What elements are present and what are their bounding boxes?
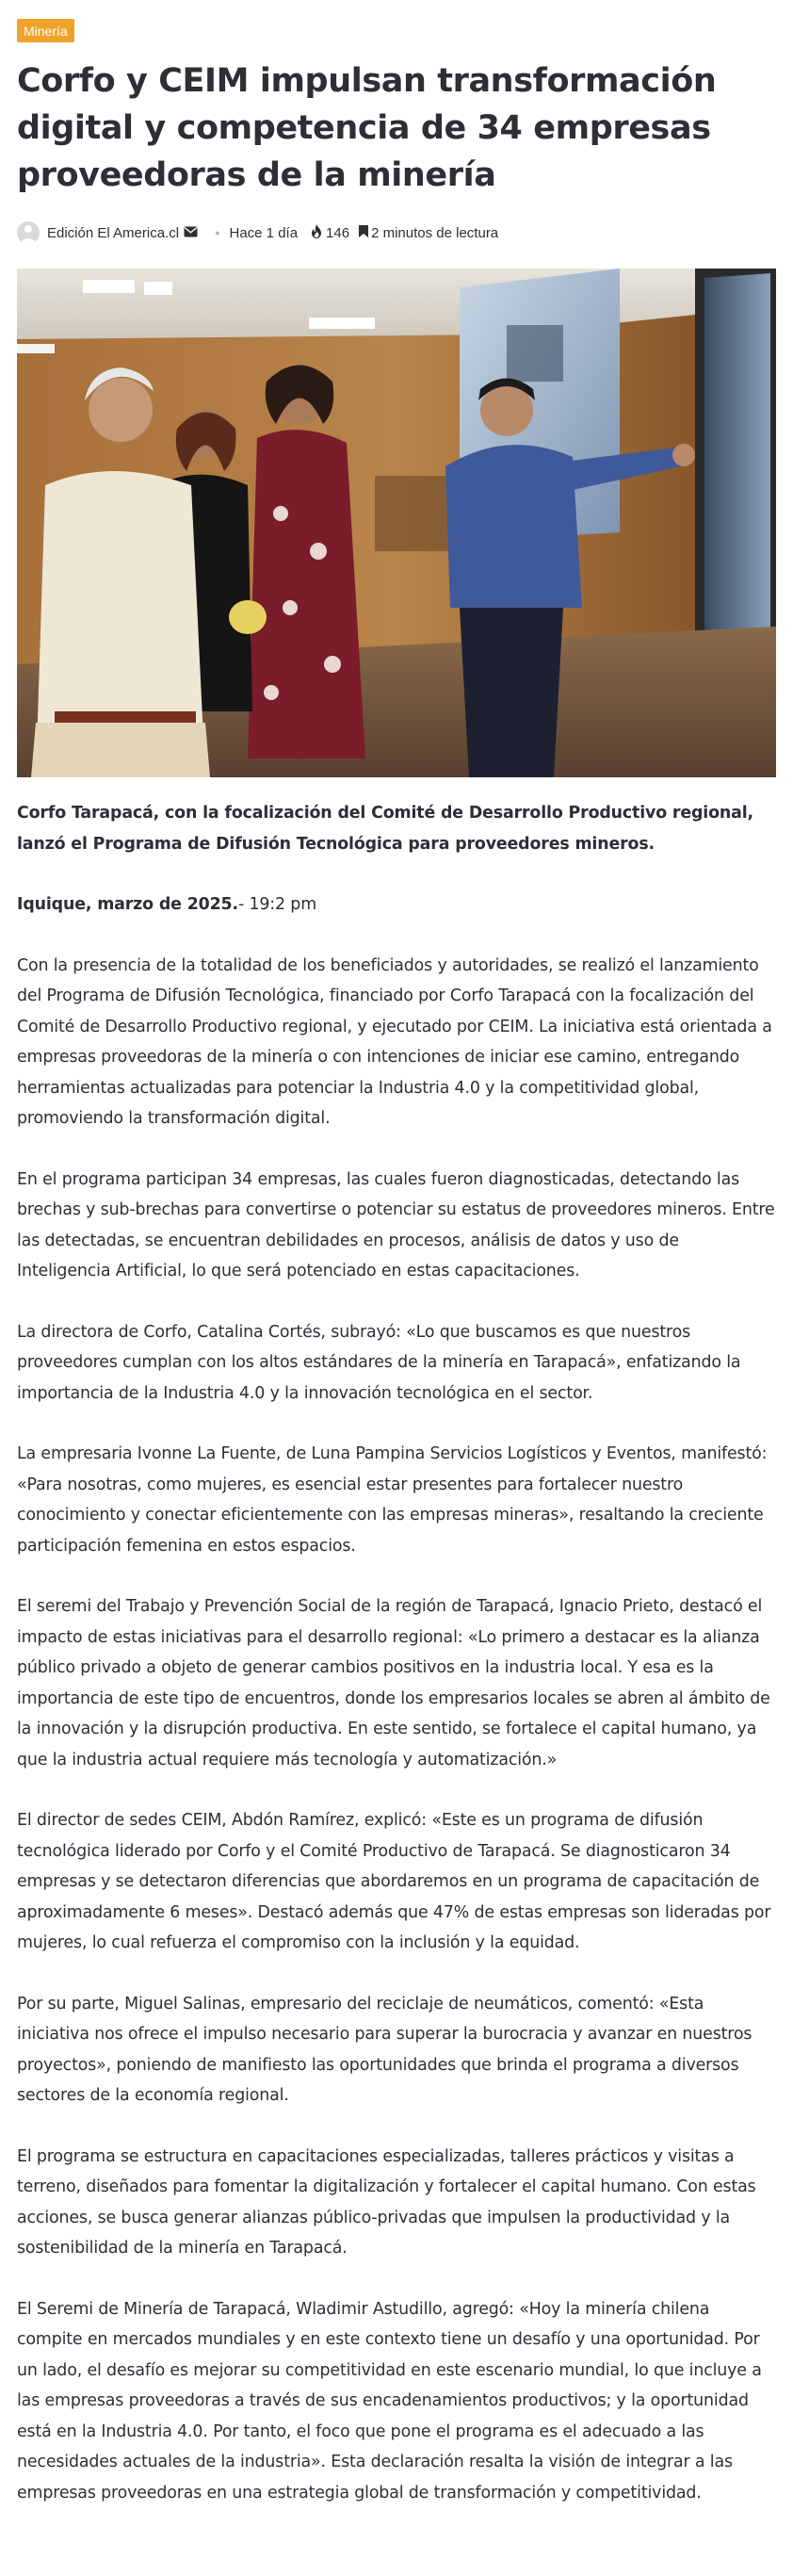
time-ago: Hace 1 día <box>229 224 299 241</box>
article-paragraph: Con la presencia de la totalidad de los beneficiados y autoridades, se realizó el lanzamiento del Programa de Difusión Tecnológica, financiado por Corfo Tarapacá con la focalización del Comité de Desarrollo Productivo regional, y ejecutado por CEIM. La iniciativa está orientada a empresas proveedoras de la minería o con intenciones de iniciar ese camino, entregando herramientas actualizadas para potenciar la Industria 4.0 y la competitividad global, promoviendo la transformación digital. <box>17 955 772 1128</box>
article-paragraph: El seremi del Trabajo y Prevención Social de la región de Tarapacá, Ignacio Prieto, destacó el impacto de estas iniciativas para el desarrollo regional: «Lo primero a destacar es la alianza público privado a objeto de generar cambios positivos en la industria local. Y esa es la importancia de este tipo de encuentros, donde los empresarios locales se abren al ámbito de la innovación y la disrupción productiva. En este sentido, se fortalece el capital humano, ya que la industria actual requiere más tecnología y automatización.» <box>17 1597 770 1769</box>
article-paragraph: El Seremi de Minería de Tarapacá, Wladimir Astudillo, agregó: «Hoy la minería chilena compite en mercados mundiales y en este contexto tiene un desafío y una oportunidad. Por un lado, el desafío es mejorar su competitividad en este escenario mundial, lo que incluye a las empresas proveedoras a través de sus encadenamientos productivos; y la oportunidad está en la Industria 4.0. Por tanto, el foco que pone el programa es el adecuado a las necesidades actuales de la industria». Esta declaración resalta la visión de integrar a las empresas proveedoras en una estrategia global de transformación y competitividad. <box>17 2299 762 2503</box>
article-paragraph: La empresaria Ivonne La Fuente, de Luna Pampina Servicios Logísticos y Eventos, manifestó: «Para nosotras, como mujeres, es esencial estar presentes para fortalecer nuestro conocimiento y conectar eficientemente con las empresas mineras», resaltando la creciente participación femenina en estos espacios. <box>17 1444 768 1556</box>
article-paragraph: El programa se estructura en capacitaciones especializadas, talleres prácticos y visitas a terreno, diseñados para fomentar la digitalización y fortalecer el capital humano. Con estas acciones, se busca generar alianzas público-privadas que impulsen la productividad y la sostenibilidad de la minería en Tarapacá. <box>17 2146 756 2258</box>
bookmark-icon <box>359 225 368 241</box>
article-paragraph: La directora de Corfo, Catalina Cortés, subrayó: «Lo que buscamos es que nuestros proveedores cumplan con los altos estándares de la minería en Tarapacá», enfatizando la importancia de la Industria 4.0 y la innovación tecnológica en el sector. <box>17 1322 741 1403</box>
dateline-place: Iquique, marzo de 2025. <box>17 895 238 914</box>
article-body <box>17 798 776 2508</box>
article-lead: Corfo Tarapacá, con la focalización del Comité de Desarrollo Productivo regional, lanzó el Programa de Difusión Tecnológica para proveedores mineros. <box>17 804 753 854</box>
article-meta <box>17 221 776 244</box>
article-paragraph: Por su parte, Miguel Salinas, empresario del reciclaje de neumáticos, comentó: «Esta iniciativa nos ofrece el impulso necesario para superar la burocracia y avanzar en nuestros proyectos», poniendo de manifiesto las oportunidades que brinda el programa a diversos sectores de la economía regional. <box>17 1994 753 2105</box>
read-time: 2 minutos de lectura <box>371 224 499 241</box>
flame-icon <box>311 224 322 242</box>
hero-photo <box>17 269 776 777</box>
category-badge[interactable]: Minería <box>17 19 74 42</box>
envelope-icon[interactable] <box>184 225 198 241</box>
article-title: Corfo y CEIM impulsan transformación digital y competencia de 34 empresas proveedoras de la minería <box>17 62 717 194</box>
view-count: 146 <box>326 224 350 241</box>
article-paragraph: En el programa participan 34 empresas, las cuales fueron diagnosticadas, detectando las brechas y sub-brechas para convertirse o potenciar su estatus de proveedores mineros. Entre las detectadas, se encuentran debilidades en procesos, análisis de datos y uso de Inteligencia Artificial, lo que será potenciado en estas capacitaciones. <box>17 1169 775 1280</box>
article-dateline <box>17 889 776 921</box>
article-paragraph: El director de sedes CEIM, Abdón Ramírez, explicó: «Este es un programa de difusión tecnológica liderado por Corfo y el Comité Productivo de Tarapacá. Se diagnosticaron 34 empresas y se detectaron diferencias que abordaremos en un programa de capacitación de aproximadamente 6 meses». Destacó además que 47% de estas empresas son lideradas por mujeres, lo cual refuerza el compromiso con la inclusión y la equidad. <box>17 1811 771 1952</box>
author-avatar[interactable] <box>17 221 40 244</box>
dateline-time: - 19:2 pm <box>237 895 316 914</box>
author-link[interactable]: Edición El America.cl <box>47 224 180 241</box>
clock-dot-icon: ● <box>215 228 220 237</box>
